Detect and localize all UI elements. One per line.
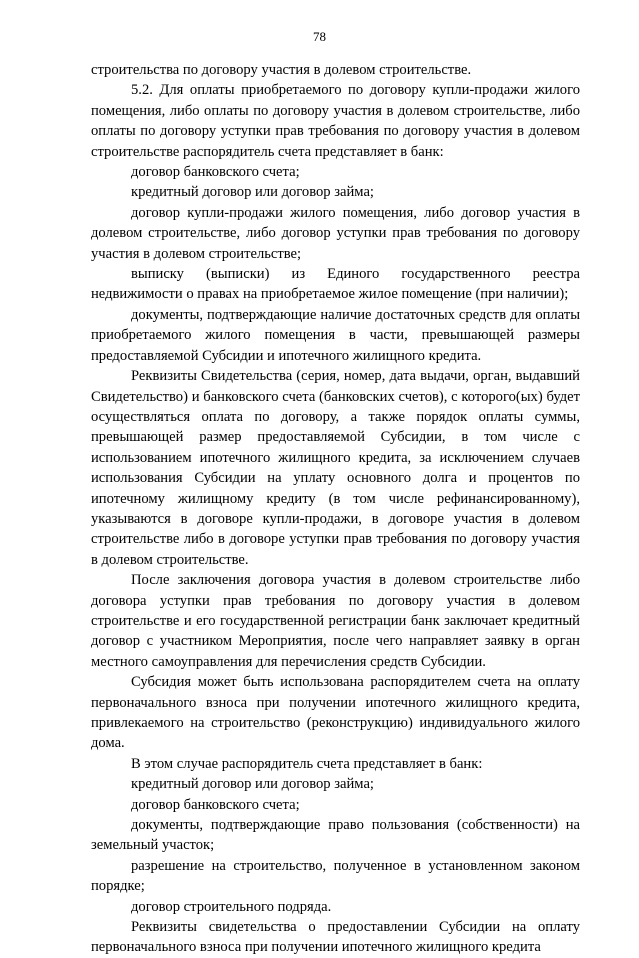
- document-body: [91, 60, 580, 958]
- list-item: договор банковского счета;: [131, 796, 300, 813]
- list-item: договор купли-продажи жилого помещения, либо договор участия в долевом строительстве, либо договор уступки прав требования по договору участия в долевом строительстве;: [91, 204, 580, 262]
- paragraph: Субсидия может быть использована распорядителем счета на оплату первоначального взноса при получении ипотечного жилищного кредита, привлекаемого на строительство (реконструкцию) индивидуального жилого дома.: [91, 674, 580, 752]
- paragraph: В этом случае распорядитель счета представляет в банк:: [131, 755, 483, 772]
- list-item: документы, подтверждающие право пользования (собственности) на земельный участок;: [91, 817, 580, 854]
- paragraph: После заключения договора участия в долевом строительстве либо договора уступки прав требования по договору участия в долевом строительстве и его государственной регистрации банк заключает кредитный договор с участником Мероприятия, после чего направляет заявку в орган местного самоуправления для перечисления средств Субсидии.: [91, 572, 580, 670]
- paragraph: Реквизиты свидетельства о предоставлении Субсидии на оплату первоначального взноса при получении ипотечного жилищного кредита: [91, 919, 580, 956]
- list-item: разрешение на строительство, полученное в установленном законом порядке;: [91, 857, 580, 895]
- list-item: кредитный договор или договор займа;: [131, 184, 374, 201]
- list-item: документы, подтверждающие наличие достаточных средств для оплаты приобретаемого жилого помещения в части, превышающей размеры предоставляемой Субсидии и ипотечного жилищного кредита.: [91, 306, 580, 364]
- page-number: 78: [313, 29, 326, 44]
- paragraph: строительства по договору участия в долевом строительстве.: [91, 62, 472, 78]
- paragraph: 5.2. Для оплаты приобретаемого по договору купли-продажи жилого помещения, либо оплаты по договору участия в долевом строительстве, либо оплаты по договору уступки прав требования по договору участия в долевом строительстве распорядитель счета представляет в банк:: [91, 82, 580, 160]
- paragraph: Реквизиты Свидетельства (серия, номер, дата выдачи, орган, выдавший Свидетельство) и банковского счета (банковских счетов), с которого(ых) будет осуществляться оплата по договору, а также порядок оплаты суммы, превышающей размер предоставляемой Субсидии, в том числе с использованием ипотечного жилищного кредита, за исключением случаев использования Субсидии на уплату основного долга и процентов по ипотечному жилищному кредиту (в том числе рефинансированному), указываются в договоре купли-продажи, в договоре участия в долевом строительстве либо в договоре уступки прав требования по договору участия в долевом строительстве.: [91, 368, 580, 568]
- list-item: договор строительного подряда.: [131, 898, 332, 915]
- list-item: кредитный договор или договор займа;: [131, 776, 374, 793]
- list-item: договор банковского счета;: [131, 164, 300, 181]
- list-item: выписку (выписки) из Единого государственного реестра недвижимости о правах на приобретаемое жилое помещение (при наличии);: [91, 266, 580, 303]
